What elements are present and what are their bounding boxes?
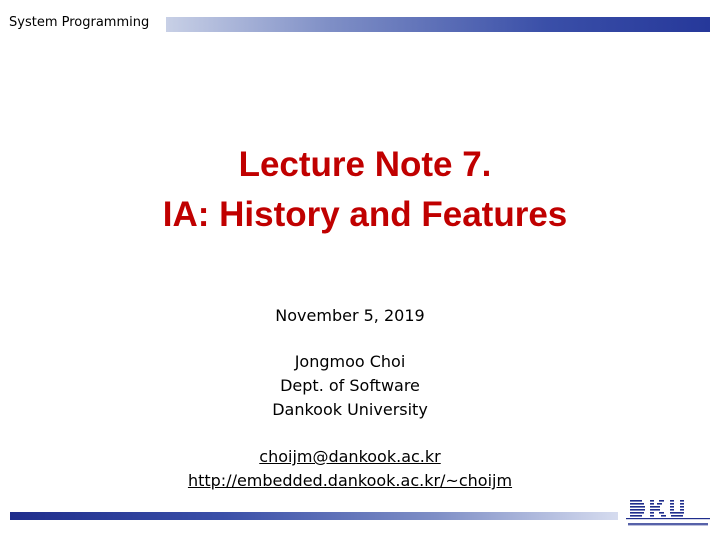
- slide-title-line-2: IA: History and Features: [162, 195, 568, 234]
- dku-logo: [622, 494, 714, 532]
- author-block: [150, 350, 550, 422]
- slide-title: [0, 140, 720, 240]
- footer-bar: [10, 512, 618, 520]
- author-dept: Dept. of Software: [280, 376, 420, 395]
- email-link[interactable]: choijm@dankook.ac.kr: [259, 447, 441, 466]
- homepage-link[interactable]: http://embedded.dankook.ac.kr/~choijm: [187, 471, 513, 490]
- header-bar: [166, 17, 710, 32]
- lecture-date-text: November 5, 2019: [275, 306, 425, 325]
- lecture-date: [150, 304, 550, 328]
- contact-block: [150, 445, 550, 493]
- slide-title-line-1: Lecture Note 7.: [238, 145, 492, 184]
- course-title: System Programming: [9, 15, 150, 30]
- author-university: Dankook University: [272, 400, 428, 419]
- author-name: Jongmoo Choi: [294, 352, 406, 371]
